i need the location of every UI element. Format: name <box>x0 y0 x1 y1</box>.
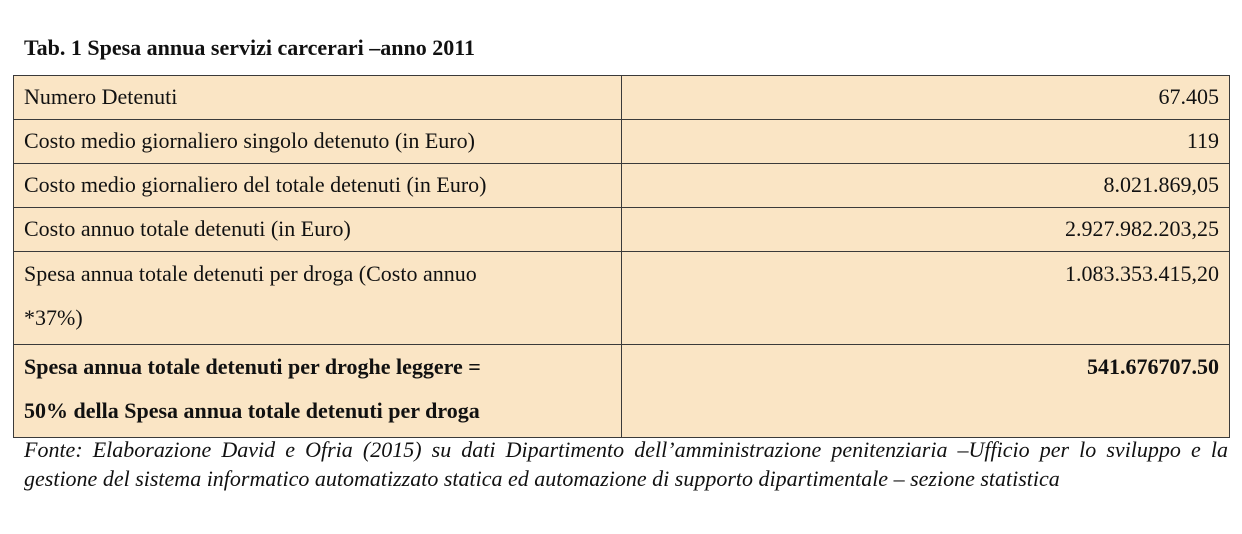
row-value-cell <box>622 345 1230 438</box>
row-value: 8.021.869,05 <box>1103 172 1219 197</box>
table-row <box>14 120 1230 164</box>
row-label-cell <box>14 252 622 345</box>
row-value-cell <box>622 120 1230 164</box>
row-label-cell <box>14 208 622 252</box>
row-label-cell <box>14 164 622 208</box>
table-row <box>14 252 1230 345</box>
row-label-cell <box>14 345 622 438</box>
row-value-cell <box>622 76 1230 120</box>
row-value-cell <box>622 164 1230 208</box>
source-note: Fonte: Elaborazione David e Ofria (2015) su dati Dipartimento dell’amministrazione penitenziaria –Ufficio per lo sviluppo e la gestione del sistema informatico automatizzato statica ed automazione di supporto dipartimentale – sezione statistica <box>24 437 1228 491</box>
row-label-line-2: *37%) <box>24 305 83 330</box>
row-label: Costo annuo totale detenuti (in Euro) <box>24 216 351 241</box>
row-value: 119 <box>1186 128 1219 153</box>
row-value: 67.405 <box>1158 84 1219 109</box>
row-label-cell <box>14 76 622 120</box>
row-label: Costo medio giornaliero singolo detenuto (in Euro) <box>24 128 475 153</box>
row-label-cell <box>14 120 622 164</box>
table-title: Tab. 1 Spesa annua servizi carcerari –anno 2011 <box>24 35 476 60</box>
table-row-total <box>14 345 1230 438</box>
row-value: 541.676707.50 <box>1087 354 1219 379</box>
row-value-cell <box>622 208 1230 252</box>
row-value: 1.083.353.415,20 <box>1065 261 1219 286</box>
row-label: Costo medio giornaliero del totale detenuti (in Euro) <box>24 172 487 197</box>
table-row <box>14 76 1230 120</box>
table-row <box>14 208 1230 252</box>
row-label-line-2: 50% della Spesa annua totale detenuti per droga <box>24 398 480 423</box>
table-row <box>14 164 1230 208</box>
row-value: 2.927.982.203,25 <box>1065 216 1219 241</box>
row-label: Numero Detenuti <box>24 84 178 109</box>
row-label-line-1: Spesa annua totale detenuti per droga (Costo annuo <box>24 261 477 286</box>
row-label-line-1: Spesa annua totale detenuti per droghe leggere = <box>24 354 481 379</box>
data-table <box>13 75 1230 438</box>
row-value-cell <box>622 252 1230 345</box>
